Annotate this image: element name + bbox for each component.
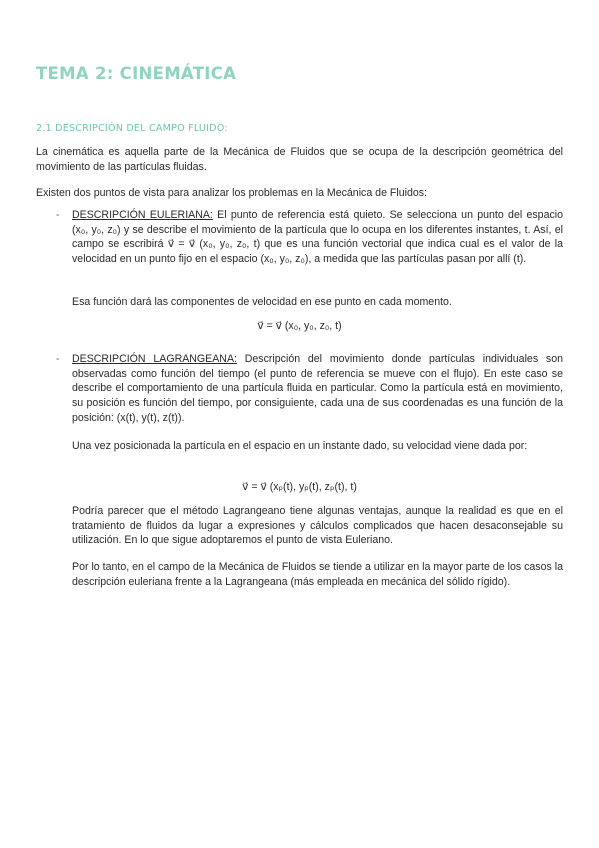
eulerian-text: El punto de referencia está quieto. Se selecciona un punto del espacio (x₀, y₀, z₀) y se describe el movimiento de la partícula que lo ocupa en los diferentes instantes, t. Así, el campo se escribirá v⃗ = v⃗ (x₀, y₀, z₀, t) que es una función vectorial que indica cual es el valor de la velocidad en un punto fijo en el espacio (x₀, y₀, z₀), a medida que las partículas pasan por allí (t).	[72, 209, 564, 266]
bullet-dash: -	[56, 209, 60, 221]
points-of-view-paragraph: Existen dos puntos de vista para analizar los problemas en la Mecánica de Fluidos:	[36, 187, 428, 199]
bullet-dash: -	[56, 353, 60, 365]
eulerian-term: DESCRIPCIÓN EULERIANA:	[72, 209, 213, 221]
lagrangian-paragraph-3: Por lo tanto, en el campo de la Mecánica de Fluidos se tiende a utilizar en la mayor parte de los casos la descripción euleriana frente a la Lagrangeana (más empleada en mecánica del sólido rígido).	[72, 561, 563, 588]
lagrangian-paragraph-2: Podría parecer que el método Lagrangeano tiene algunas ventajas, aunque la realidad es que en el tratamiento de fluidos da lugar a expresiones y cálculos complicados que hacen desaconsejable su utilización. En lo que sigue adoptaremos el punto de vista Euleriano.	[72, 505, 563, 547]
section-heading: 2.1 DESCRIPCIÓN DEL CAMPO FLUIDO:	[36, 123, 228, 134]
page-title: TEMA 2: CINEMÁTICA	[36, 64, 237, 83]
lagrangian-term: DESCRIPCIÓN LAGRANGEANA:	[72, 353, 237, 365]
intro-paragraph: La cinemática es aquella parte de la Mecánica de Fluidos que se ocupa de la descripción geométrica del movimiento de las partículas fluidas.	[36, 146, 563, 173]
eulerian-note: Esa función dará las componentes de velocidad en ese punto en cada momento.	[72, 296, 452, 308]
eulerian-formula: v⃗ = v⃗ (x₀, y₀, z₀, t)	[257, 320, 342, 332]
lagrangian-formula: v⃗ = v⃗ (xₚ(t), yₚ(t), zₚ(t), t)	[242, 481, 357, 493]
eulerian-description	[72, 208, 563, 267]
lagrangian-note: Una vez posicionada la partícula en el espacio en un instante dado, su velocidad viene dada por:	[72, 440, 528, 452]
lagrangian-description	[72, 352, 563, 426]
lagrangian-text: Descripción del movimiento donde partículas individuales son observadas como función del tiempo (el punto de referencia se mueve con el flujo). En este caso se describe el comportamiento de una partícula fluida en particular. Como la partícula está en movimiento, su posición es función del tiempo, por consiguiente, cada una de sus coordenadas es una función de la posición: (x(t), y(t), z(t)).	[72, 353, 563, 424]
